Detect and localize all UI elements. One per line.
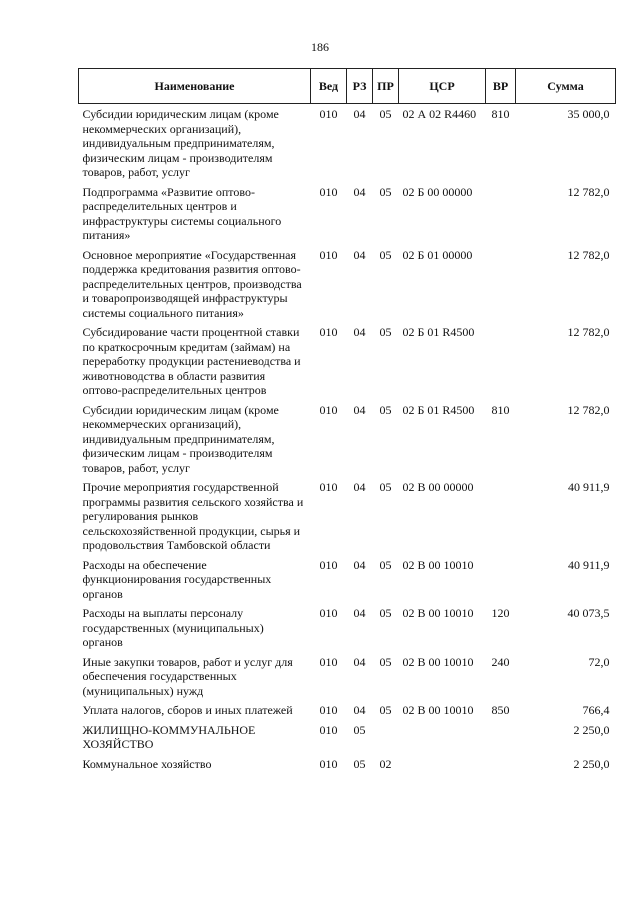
row-name: Иные закупки товаров, работ и услуг для обеспечения государственных (муниципальных) нужд xyxy=(82,654,293,698)
row-csr: 02 Б 01 R4500 xyxy=(402,402,475,417)
row-pr: 02 xyxy=(379,756,392,771)
row-vr xyxy=(486,757,516,777)
row-csr xyxy=(399,723,486,757)
row-rz: 04 xyxy=(353,402,366,417)
row-csr: 02 А 02 R4460 xyxy=(402,107,477,121)
row-ved: 010 xyxy=(319,325,338,339)
row-rz: 04 xyxy=(353,557,366,572)
row-csr: 02 В 00 10010 xyxy=(402,557,474,572)
row-pr: 05 xyxy=(379,184,392,199)
header-sum: Сумма xyxy=(516,69,616,104)
table-row xyxy=(79,723,616,757)
table-row xyxy=(79,703,616,723)
row-ved: 010 xyxy=(319,654,338,669)
row-rz: 04 xyxy=(353,480,366,494)
row-rz: 04 xyxy=(353,247,366,262)
row-rz: 05 xyxy=(353,756,366,771)
row-vr xyxy=(486,723,516,757)
row-name: Подпрограмма «Развитие оптово-распределительных центров и инфраструктуры системы социального питания» xyxy=(82,184,282,242)
row-rz: 04 xyxy=(353,703,366,717)
row-name: Расходы на обеспечение функционирования государственных органов xyxy=(82,557,272,601)
row-sum: 766,4 xyxy=(582,703,610,717)
row-name: Коммунальное хозяйство xyxy=(82,756,212,771)
row-vr: 120 xyxy=(491,606,510,620)
row-sum: 12 782,0 xyxy=(567,247,610,262)
row-vr: 810 xyxy=(491,107,510,121)
row-sum: 2 250,0 xyxy=(573,722,610,737)
row-pr: 05 xyxy=(379,247,392,262)
row-vr xyxy=(486,185,516,248)
row-sum: 12 782,0 xyxy=(567,402,610,417)
table-row xyxy=(79,480,616,558)
row-sum: 40 911,9 xyxy=(567,480,610,494)
row-pr: 05 xyxy=(379,654,392,669)
row-rz: 04 xyxy=(353,325,366,339)
row-ved: 010 xyxy=(319,756,338,771)
row-pr: 05 xyxy=(379,402,392,417)
row-sum: 2 250,0 xyxy=(573,756,610,771)
table-row xyxy=(79,606,616,655)
row-rz: 05 xyxy=(353,722,366,737)
row-csr: 02 В 00 10010 xyxy=(402,654,474,669)
row-sum: 12 782,0 xyxy=(567,325,610,339)
row-sum: 40 911,9 xyxy=(567,557,610,572)
header-ved: Вед xyxy=(311,69,347,104)
table-row xyxy=(79,185,616,248)
row-rz: 04 xyxy=(353,184,366,199)
row-name: Субсидии юридическим лицам (кроме некоммерческих организаций), индивидуальным предпринимателям, физическим лицам - производителям товаров, работ, услуг xyxy=(82,107,279,179)
row-ved: 010 xyxy=(319,722,338,737)
table-row xyxy=(79,403,616,481)
row-pr: 05 xyxy=(379,557,392,572)
row-name: Уплата налогов, сборов и иных платежей xyxy=(82,703,293,717)
row-rz: 04 xyxy=(353,107,366,121)
row-pr: 05 xyxy=(379,325,392,339)
row-vr: 810 xyxy=(491,402,510,417)
row-sum: 72,0 xyxy=(588,654,610,669)
row-ved: 010 xyxy=(319,107,338,121)
header-csr: ЦСР xyxy=(399,69,486,104)
row-ved: 010 xyxy=(319,606,338,620)
page-number: 186 xyxy=(311,40,329,54)
row-csr xyxy=(399,757,486,777)
row-csr: 02 Б 01 00000 xyxy=(402,247,473,262)
row-ved: 010 xyxy=(319,480,338,494)
row-pr: 05 xyxy=(379,480,392,494)
row-vr xyxy=(486,480,516,558)
table-row xyxy=(79,655,616,704)
row-vr xyxy=(486,325,516,403)
row-pr: 05 xyxy=(379,703,392,717)
table-row xyxy=(79,757,616,777)
row-ved: 010 xyxy=(319,184,338,199)
row-csr: 02 В 00 00000 xyxy=(402,480,474,494)
row-csr: 02 Б 00 00000 xyxy=(402,184,473,199)
row-name: ЖИЛИЩНО-КОММУНАЛЬНОЕ ХОЗЯЙСТВО xyxy=(82,722,256,751)
row-sum: 35 000,0 xyxy=(567,107,610,121)
row-vr: 240 xyxy=(491,654,510,669)
row-pr xyxy=(373,723,399,757)
row-ved: 010 xyxy=(319,402,338,417)
row-name: Субсидии юридическим лицам (кроме некоммерческих организаций), индивидуальным предпринимателям, физическим лицам - производителям товаров, работ, услуг xyxy=(82,402,279,475)
header-rz: РЗ xyxy=(347,69,373,104)
row-vr xyxy=(486,558,516,607)
row-sum: 40 073,5 xyxy=(567,606,610,620)
table-row xyxy=(79,558,616,607)
row-sum: 12 782,0 xyxy=(567,184,610,199)
header-pr: ПР xyxy=(373,69,399,104)
table-row xyxy=(79,248,616,326)
table-row xyxy=(79,325,616,403)
row-csr: 02 Б 01 R4500 xyxy=(402,325,475,339)
row-name: Субсидирование части процентной ставки по краткосрочным кредитам (займам) на переработку продукции растениеводства и животноводства в области развития оптово-распределительных центров xyxy=(82,325,301,397)
table-header-row xyxy=(79,69,616,104)
row-pr: 05 xyxy=(379,606,392,620)
row-pr: 05 xyxy=(379,107,392,121)
row-vr: 850 xyxy=(491,703,510,717)
row-vr xyxy=(486,248,516,326)
row-ved: 010 xyxy=(319,557,338,572)
row-csr: 02 В 00 10010 xyxy=(402,606,474,620)
row-ved: 010 xyxy=(319,703,338,717)
row-rz: 04 xyxy=(353,606,366,620)
header-name: Наименование xyxy=(79,69,311,104)
row-name: Основное мероприятие «Государственная поддержка кредитования развития оптово-распределительных центров, производства и товаропроизводящей инфраструктуры системы социального питания» xyxy=(82,247,302,320)
row-ved: 010 xyxy=(319,247,338,262)
budget-table xyxy=(78,68,616,776)
table-row xyxy=(79,104,616,185)
row-name: Расходы на выплаты персоналу государственных (муниципальных) органов xyxy=(82,606,264,649)
header-vr: ВР xyxy=(486,69,516,104)
row-csr: 02 В 00 10010 xyxy=(402,703,474,717)
row-rz: 04 xyxy=(353,654,366,669)
row-name: Прочие мероприятия государственной программы развития сельского хозяйства и регулирования рынков сельскохозяйственной продукции, сырья и продовольствия Тамбовской области xyxy=(82,480,304,552)
